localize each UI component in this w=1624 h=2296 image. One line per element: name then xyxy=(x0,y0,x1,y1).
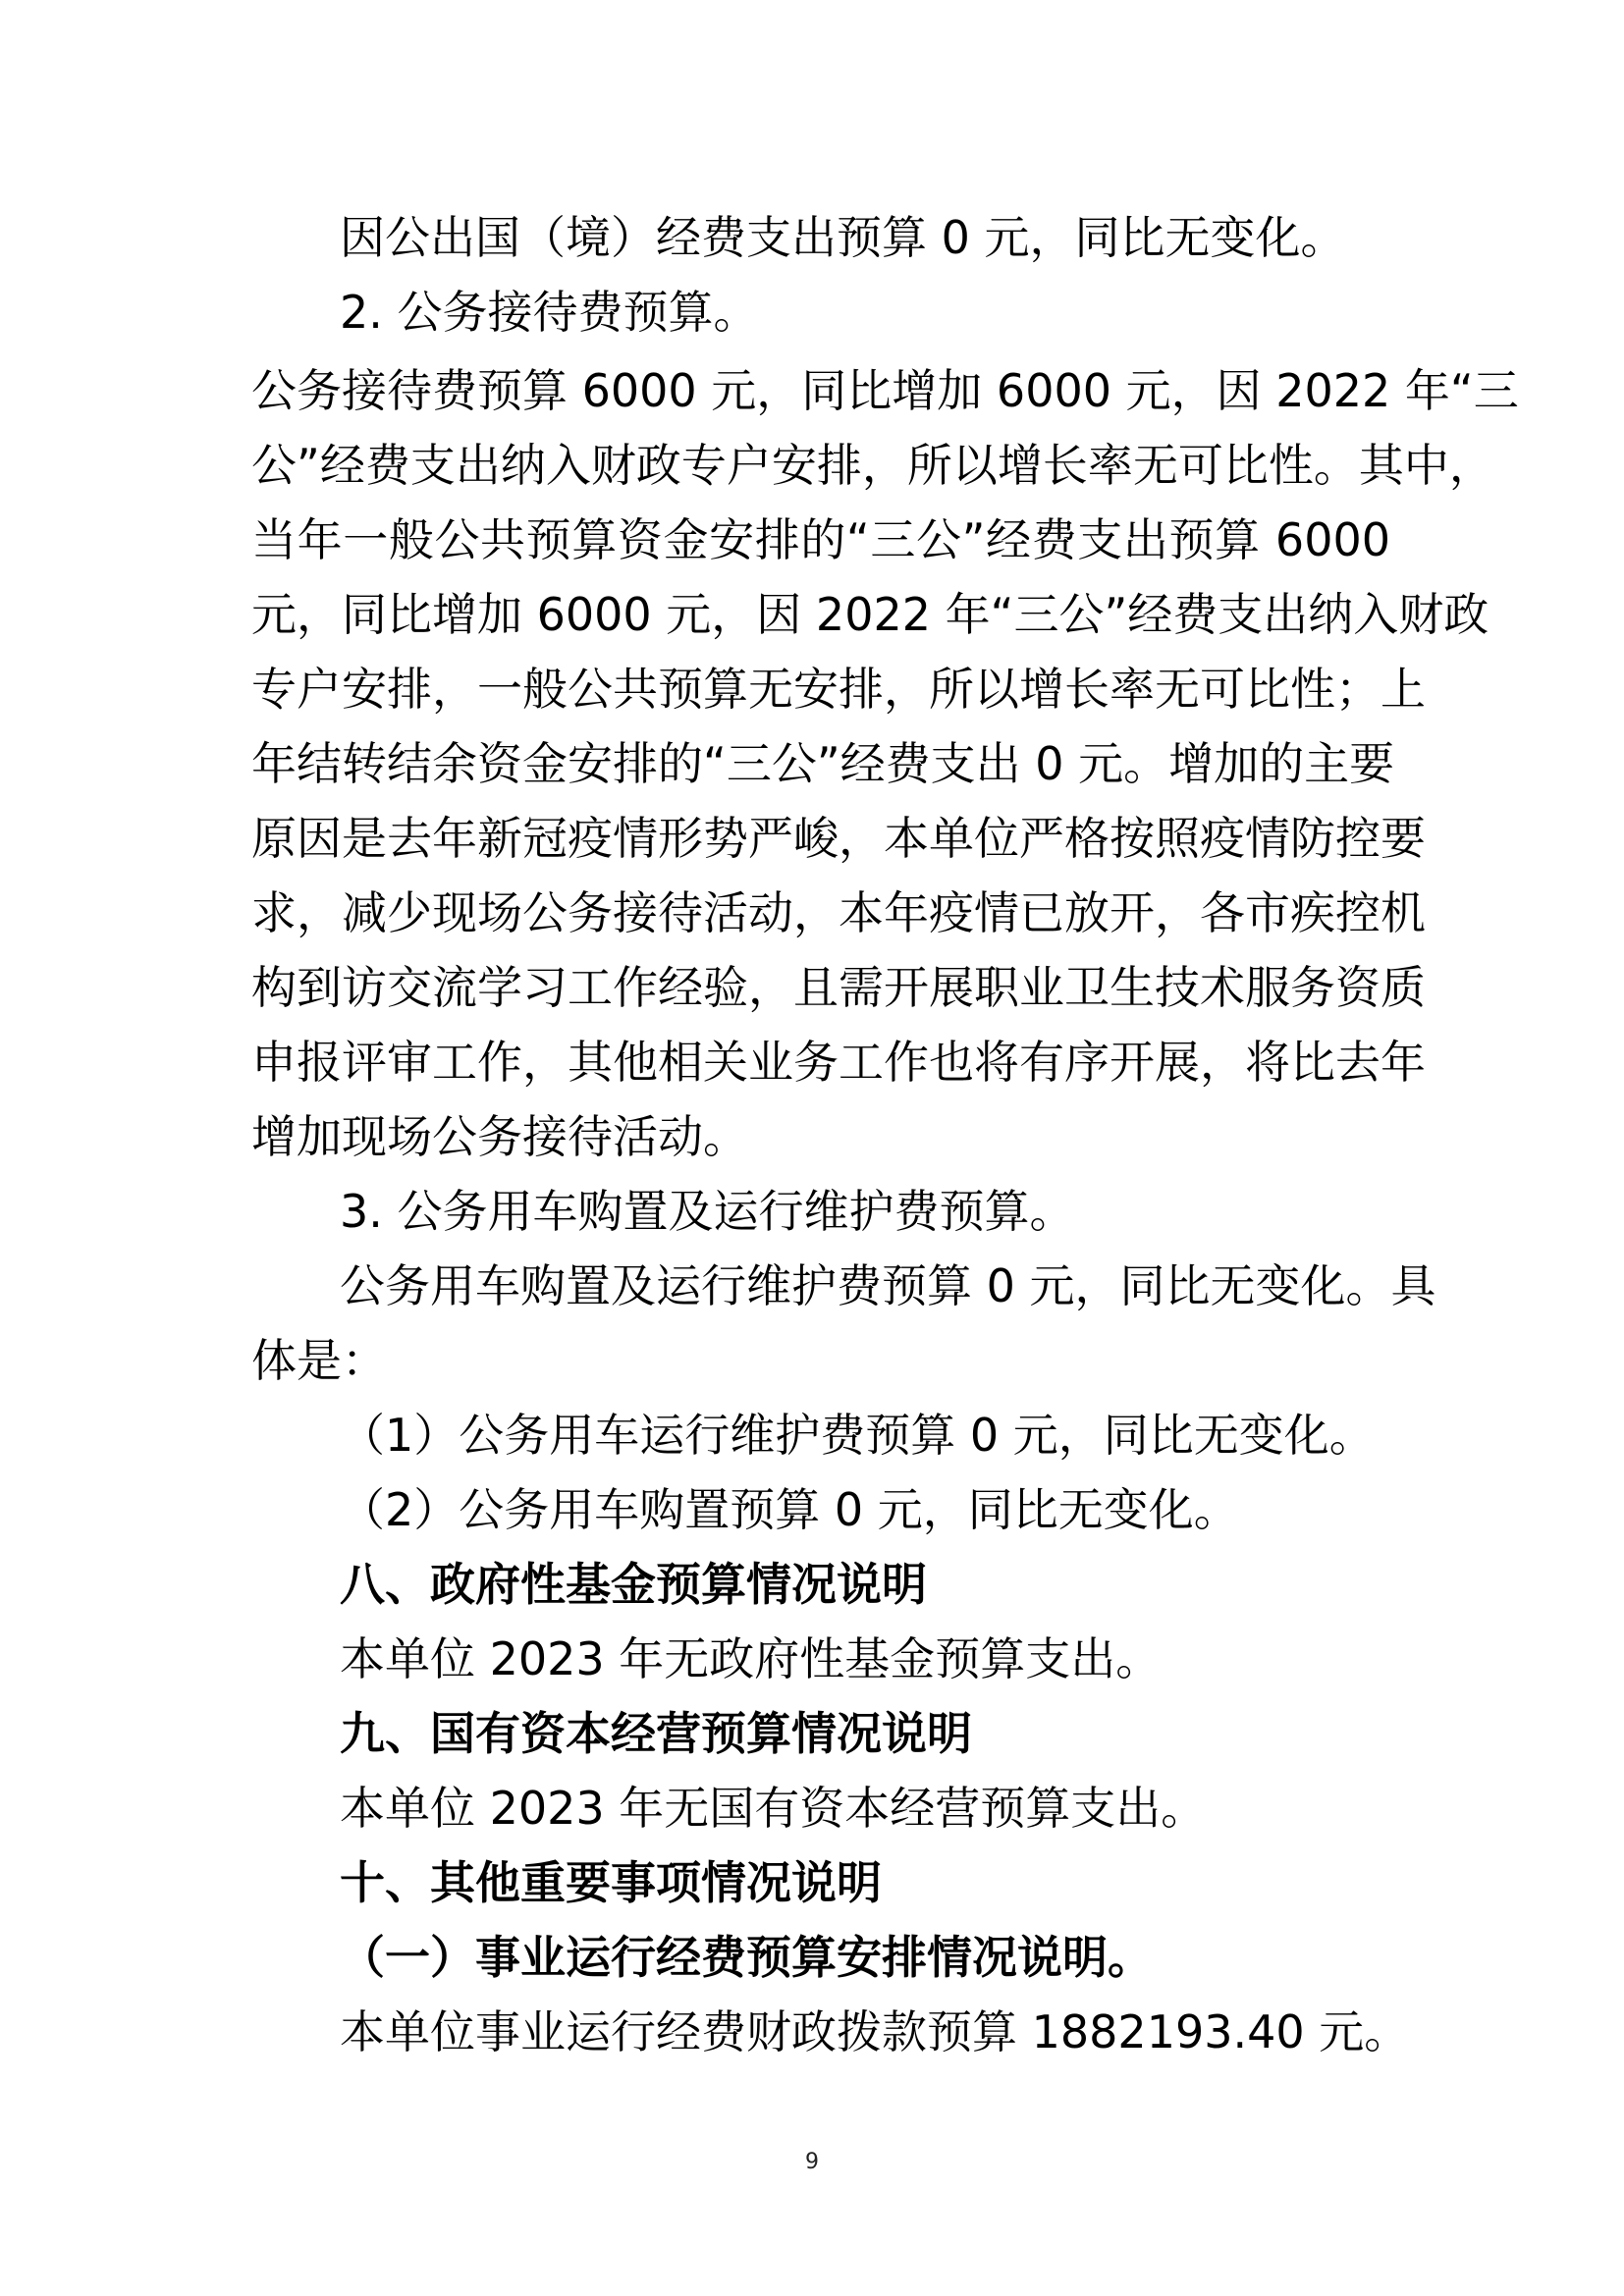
paragraph-line: 构到访交流学习工作经验，且需开展职业卫生技术服务资质 xyxy=(251,961,1426,1014)
paragraph-line: 原因是去年新冠疫情形势严峻，本单位严格按照疫情防控要 xyxy=(251,812,1426,865)
section-heading: 十、其他重要事项情况说明 xyxy=(340,1856,882,1909)
section-heading: 八、政府性基金预算情况说明 xyxy=(340,1558,927,1611)
paragraph-line: 体是： xyxy=(251,1334,387,1387)
list-item: （1）公务用车运行维护费预算 0 元，同比无变化。 xyxy=(340,1409,1375,1462)
paragraph-line: 当年一般公共预算资金安排的“三公”经费支出预算 6000 xyxy=(251,513,1390,566)
list-item: （2）公务用车购置预算 0 元，同比无变化。 xyxy=(340,1483,1239,1536)
subsection-heading: （一）事业运行经费预算安排情况说明。 xyxy=(340,1931,1153,1984)
paragraph-line: 因公出国（境）经费支出预算 0 元，同比无变化。 xyxy=(340,211,1346,264)
paragraph-line: 年结转结余资金安排的“三公”经费支出 0 元。增加的主要 xyxy=(251,737,1395,790)
paragraph-line: 增加现场公务接待活动。 xyxy=(251,1110,748,1163)
page-number: 9 xyxy=(805,2150,819,2174)
paragraph-line: 公”经费支出纳入财政专户安排，所以增长率无可比性。其中， xyxy=(251,439,1494,492)
subsection-heading: 3. 公务用车购置及运行维护费预算。 xyxy=(340,1185,1075,1238)
paragraph-line: 本单位事业运行经费财政拨款预算 1882193.40 元。 xyxy=(340,2005,1410,2058)
paragraph-line: 公务用车购置及运行维护费预算 0 元，同比无变化。具 xyxy=(340,1259,1436,1312)
paragraph-line: 元，同比增加 6000 元，因 2022 年“三公”经费支出纳入财政 xyxy=(251,588,1489,641)
paragraph-line: 本单位 2023 年无政府性基金预算支出。 xyxy=(340,1632,1162,1685)
section-heading: 九、国有资本经营预算情况说明 xyxy=(340,1707,972,1760)
paragraph-line: 专户安排，一般公共预算无安排，所以增长率无可比性；上 xyxy=(251,663,1426,716)
paragraph-line: 公务接待费预算 6000 元，同比增加 6000 元，因 2022 年“三 xyxy=(251,364,1519,417)
paragraph-line: 求，减少现场公务接待活动，本年疫情已放开，各市疾控机 xyxy=(251,886,1426,939)
subsection-heading: 2. 公务接待费预算。 xyxy=(340,286,759,339)
paragraph-line: 本单位 2023 年无国有资本经营预算支出。 xyxy=(340,1782,1207,1835)
paragraph-line: 申报评审工作，其他相关业务工作也将有序开展，将比去年 xyxy=(251,1036,1426,1089)
